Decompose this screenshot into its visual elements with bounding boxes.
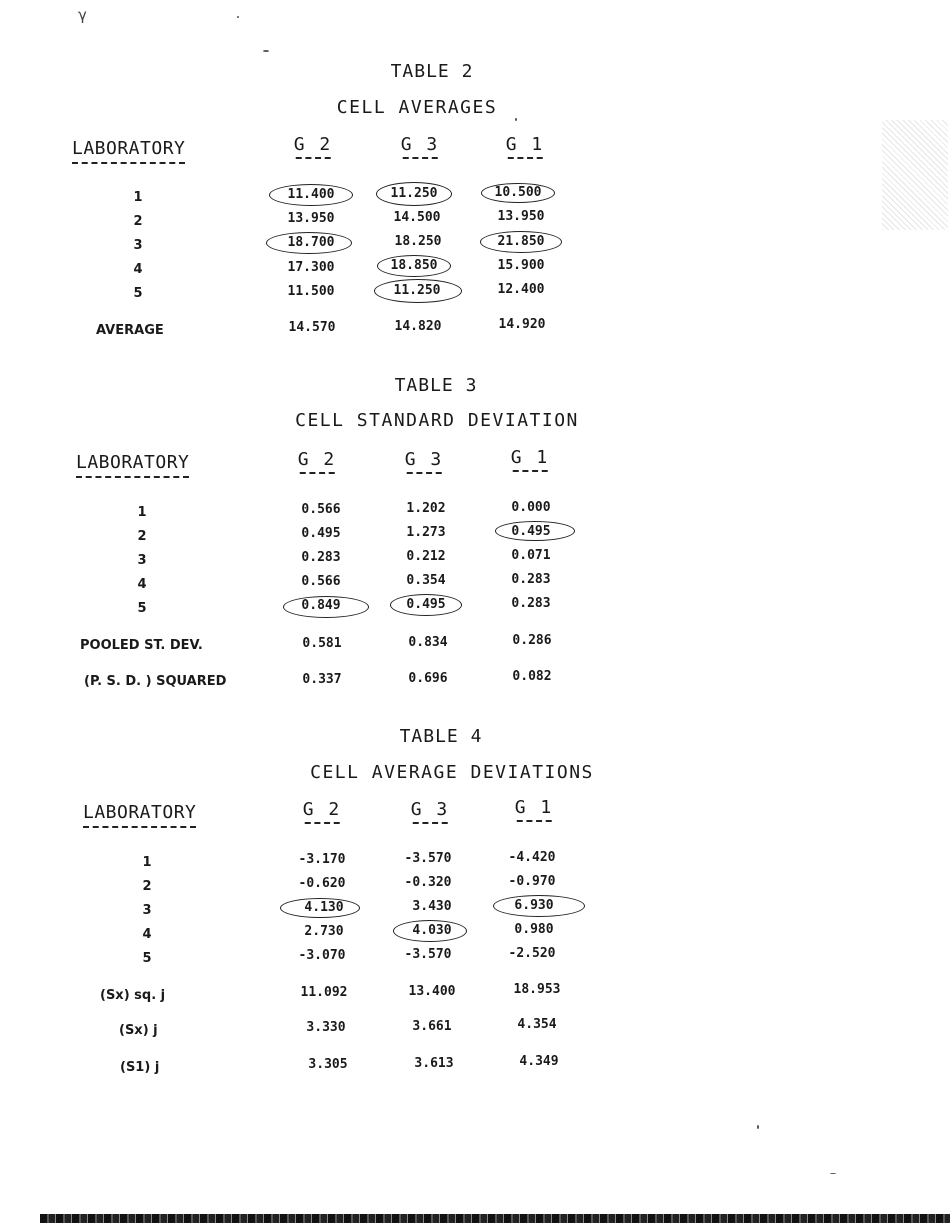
summary-label: POOLED ST. DEV. <box>80 638 203 653</box>
summary-label: (Sx) j <box>119 1023 158 1038</box>
cell-value: 3.430 <box>412 899 452 914</box>
column-header: G 2 <box>297 449 337 470</box>
circled-mark <box>480 231 562 253</box>
row-label: 1 <box>137 505 147 520</box>
row-label: 3 <box>137 553 147 568</box>
summary-value: 13.400 <box>408 984 456 999</box>
row-label: 4 <box>133 262 143 277</box>
summary-value: 18.953 <box>513 982 561 997</box>
cell-value: -2.520 <box>508 946 556 961</box>
summary-value: 0.082 <box>512 669 552 684</box>
summary-value: 14.570 <box>288 320 336 335</box>
cell-value: -0.320 <box>404 875 452 890</box>
cell-value: 13.950 <box>497 209 545 224</box>
scan-speck <box>757 1125 759 1129</box>
table-subtitle: CELL AVERAGES <box>336 97 498 118</box>
cell-value: 14.500 <box>393 210 441 225</box>
cell-value: 0.283 <box>301 550 341 565</box>
cell-value: 0.566 <box>301 574 341 589</box>
circled-mark <box>377 255 451 277</box>
cell-value: 6.930 <box>514 898 554 913</box>
table-subtitle: CELL STANDARD DEVIATION <box>295 410 579 431</box>
summary-value: 3.330 <box>306 1020 346 1035</box>
row-label: 4 <box>137 577 147 592</box>
cell-value: 18.700 <box>287 235 335 250</box>
column-header: G 1 <box>514 797 554 818</box>
circled-mark <box>493 895 585 917</box>
cell-value: -3.570 <box>404 947 452 962</box>
summary-value: 14.920 <box>498 317 546 332</box>
circled-mark <box>495 521 575 541</box>
cell-value: 18.850 <box>390 258 438 273</box>
circled-mark <box>390 594 462 616</box>
summary-value: 14.820 <box>394 319 442 334</box>
circled-mark <box>283 596 369 618</box>
summary-value: 3.613 <box>414 1056 454 1071</box>
row-header: LABORATORY <box>76 452 190 473</box>
circled-mark <box>374 279 462 303</box>
cell-value: 10.500 <box>494 185 542 200</box>
cell-value: 0.000 <box>511 500 551 515</box>
row-label: 3 <box>142 903 152 918</box>
cell-value: 15.900 <box>497 258 545 273</box>
summary-label: (P. S. D. ) SQUARED <box>84 674 227 689</box>
cell-value: 17.300 <box>287 260 335 275</box>
column-header: G 2 <box>293 134 333 155</box>
cell-value: 18.250 <box>394 234 442 249</box>
cell-value: 4.130 <box>304 900 344 915</box>
cell-value: 11.250 <box>393 283 441 298</box>
scan-edge <box>40 1214 950 1223</box>
cell-value: 1.202 <box>406 501 446 516</box>
cell-value: -3.170 <box>298 852 346 867</box>
column-header: G 1 <box>505 134 545 155</box>
circled-mark <box>376 182 452 206</box>
cell-value: 0.495 <box>301 526 341 541</box>
row-label: 5 <box>142 951 152 966</box>
summary-label: (S1) j <box>120 1060 160 1075</box>
cell-value: -0.970 <box>508 874 556 889</box>
cell-value: 0.495 <box>406 597 446 612</box>
scan-speck <box>237 16 239 18</box>
cell-value: 0.495 <box>511 524 551 539</box>
cell-value: 4.030 <box>412 923 452 938</box>
cell-value: -3.070 <box>298 948 346 963</box>
cell-value: 0.283 <box>511 572 551 587</box>
cell-value: 1.273 <box>406 525 446 540</box>
table-title: TABLE 4 <box>399 726 483 747</box>
summary-value: 0.286 <box>512 633 552 648</box>
cell-value: 0.849 <box>301 598 341 613</box>
row-header: LABORATORY <box>83 802 197 823</box>
cell-value: 11.500 <box>287 284 335 299</box>
cell-value: 0.212 <box>406 549 446 564</box>
cell-value: -3.570 <box>404 851 452 866</box>
row-label: 5 <box>133 286 143 301</box>
row-label: 2 <box>137 529 147 544</box>
column-header: G 3 <box>410 799 450 820</box>
cell-value: 0.980 <box>514 922 554 937</box>
summary-value: 0.581 <box>302 636 342 651</box>
summary-label: AVERAGE <box>96 323 164 338</box>
cell-value: 12.400 <box>497 282 545 297</box>
row-label: 2 <box>142 879 152 894</box>
summary-value: 0.696 <box>408 671 448 686</box>
table-subtitle: CELL AVERAGE DEVIATIONS <box>310 762 594 783</box>
scan-speck <box>515 118 517 121</box>
row-label: 3 <box>133 238 143 253</box>
table-title: TABLE 2 <box>390 61 474 82</box>
cell-value: 11.400 <box>287 187 335 202</box>
cell-value: -4.420 <box>508 850 556 865</box>
row-label: 4 <box>142 927 152 942</box>
summary-value: 3.305 <box>308 1057 348 1072</box>
summary-value: 11.092 <box>300 985 348 1000</box>
circled-mark <box>393 920 467 942</box>
row-label: 2 <box>133 214 143 229</box>
scan-noise <box>882 120 948 230</box>
circled-mark <box>266 232 352 254</box>
table-title: TABLE 3 <box>394 375 478 396</box>
cell-value: -0.620 <box>298 876 346 891</box>
summary-label: (Sx) sq. j <box>100 988 166 1003</box>
summary-value: 0.337 <box>302 672 342 687</box>
summary-value: 4.349 <box>519 1054 559 1069</box>
column-header: G 1 <box>510 447 550 468</box>
summary-value: 0.834 <box>408 635 448 650</box>
column-header: G 3 <box>400 134 440 155</box>
circled-mark <box>481 183 555 203</box>
cell-value: 2.730 <box>304 924 344 939</box>
cell-value: 21.850 <box>497 234 545 249</box>
cell-value: 11.250 <box>390 186 438 201</box>
column-header: G 2 <box>302 799 342 820</box>
scan-speck <box>830 1173 836 1174</box>
circled-mark <box>269 184 353 206</box>
column-header: G 3 <box>404 449 444 470</box>
cell-value: 0.354 <box>406 573 446 588</box>
summary-value: 3.661 <box>412 1019 452 1034</box>
row-header: LABORATORY <box>72 138 186 159</box>
cell-value: 0.283 <box>511 596 551 611</box>
cell-value: 13.950 <box>287 211 335 226</box>
cell-value: 0.566 <box>301 502 341 517</box>
row-label: 1 <box>133 190 143 205</box>
cell-value: 0.071 <box>511 548 551 563</box>
summary-value: 4.354 <box>517 1017 557 1032</box>
row-label: 5 <box>137 601 147 616</box>
scan-speck <box>263 50 269 52</box>
circled-mark <box>280 898 360 918</box>
scan-mark: γ <box>78 6 88 24</box>
row-label: 1 <box>142 855 152 870</box>
